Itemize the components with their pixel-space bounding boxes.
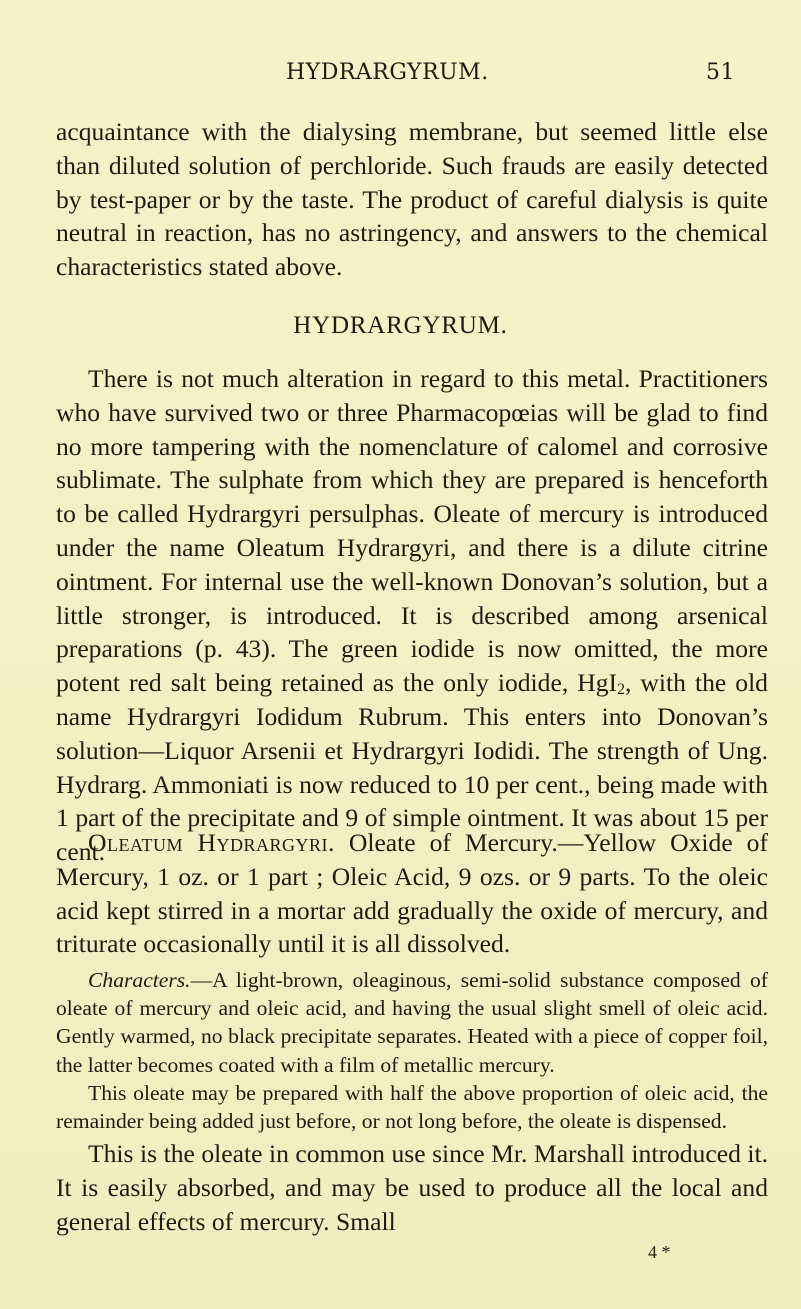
paragraph-oleatum <box>56 826 768 961</box>
page-number: 51 <box>706 60 735 85</box>
text-run: There is not much alteration in regard to this metal. Practitioners who have survived two or three Pharmacopœias will be glad to find no more tampering with the nomenclature of calomel and corrosive sublimate. The sulphate from which they are prepared is henceforth to be called Hydrargyri persulphas. Oleate of mercury is introduced under the name Oleatum Hydrargyri, and there is a dilute citrine ointment. For internal use the well-known Donovan’s solution, but a little stronger, is introduced. It is described among arsenical preparations (p. 43). The green iodide is now omitted, the more potent red salt being retained as the only iodide, <box>56 364 768 698</box>
running-title: HYDRARGYRUM. <box>286 60 489 85</box>
signature-mark: 4 * <box>648 1242 671 1262</box>
chemical-formula <box>577 668 625 697</box>
entry-title: Oleatum Hydrargyri. <box>88 828 335 857</box>
characters-text: —A light-brown, oleaginous, semi-solid substance composed of oleate of mercury and oleic acid, and having the usual slight smell of oleic acid. Gently warmed, no black precipitate separates. Heated with a piece of copper foil, the latter becomes coated with a film of metallic mercury. <box>56 968 768 1077</box>
characters-paragraph <box>56 966 768 1079</box>
paragraph-dialysis <box>56 115 768 284</box>
formula-base: HgI <box>577 668 618 698</box>
paragraph-text <box>56 826 768 961</box>
characters-label: Characters. <box>88 968 191 992</box>
small-print-block <box>56 966 768 1135</box>
paragraph-marshall <box>56 1137 768 1238</box>
paragraph-text: This is the oleate in common use since Mr. Marshall introduced it. It is easily absorbed, and may be used to produce all the local and general effects of mercury. Small <box>56 1139 768 1236</box>
section-heading: HYDRARGYRUM. <box>293 312 508 339</box>
paragraph-hydrargyrum-intro <box>56 362 768 869</box>
formula-subscript: 2 <box>617 681 625 699</box>
paragraph-text: acquaintance with the dialysing membrane, but seemed little else than diluted solution of perchloride. Such frauds are easily detected by test-paper or by the taste. The product of careful dialysis is quite neutral in reaction, has no astringency, and answers to the chemical characteristics stated above. <box>56 117 768 282</box>
note-paragraph: This oleate may be prepared with half the above proportion of oleic acid, the remainder being added just before, or not long before, the oleate is dispensed. <box>56 1080 768 1134</box>
text-run: , with the old name Hydrargyri Iodidum Rubrum. This enters into Donovan’s solution—Liquor Arsenii et Hydrargyri Iodidi. The strength of Ung. Hydrarg. Ammoniati is now reduced to 10 per cent., being made with 1 part of the precipitate and 9 of simple ointment. It was about 15 per cent. <box>56 668 768 867</box>
paragraph-text <box>56 362 768 869</box>
entry-text: Oleate of Mercury.—Yellow Oxide of Mercury, 1 oz. or 1 part ; Oleic Acid, 9 ozs. or 9 parts. To the oleic acid kept stirred in a mortar add gradually the oxide of mercury, and triturate occasionally until it is all dissolved. <box>56 828 768 959</box>
